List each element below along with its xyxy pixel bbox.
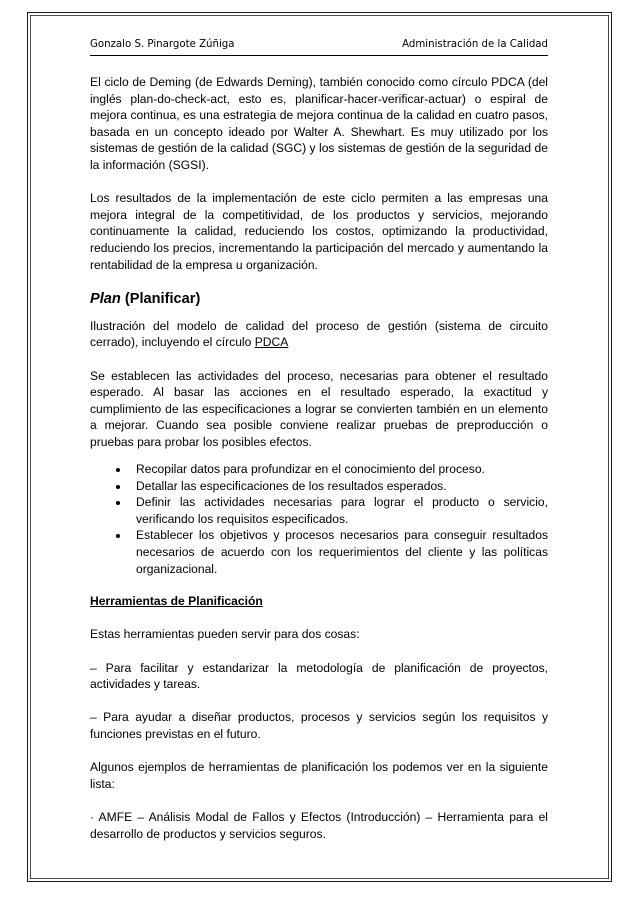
- pdca-link[interactable]: PDCA: [254, 335, 289, 350]
- list-item: • Establecer los objetivos y procesos necesarios para conseguir resultados necesarios de acuerdo con los requerimientos del cliente y las políticas organizacional.: [130, 527, 548, 577]
- tools-paragraph-4: Algunos ejemplos de herramientas de planificación los podemos ver en la siguiente lista:: [90, 760, 548, 791]
- tools-paragraph-2: – Para facilitar y estandarizar la metodología de planificación de proyectos, actividades y tareas.: [90, 660, 548, 692]
- header-author: Gonzalo S. Pinargote Zúñiga: [90, 39, 235, 50]
- tools-paragraph-1: Estas herramientas pueden servir para dos cosas:: [90, 627, 360, 642]
- plan-illustration-caption: [90, 318, 548, 351]
- header-course: Administración de la Calidad: [402, 39, 548, 50]
- tools-paragraph-5: · AMFE – Análisis Modal de Fallos y Efectos (Introducción) – Herramienta para el desarrollo de productos y servicios seguros.: [90, 809, 548, 841]
- plan-heading-rest: (Planificar): [120, 290, 201, 307]
- tools-paragraph-3: – Para ayudar a diseñar productos, procesos y servicios según los requisitos y funciones previstas en el futuro.: [90, 710, 548, 741]
- plan-body-paragraph: Se establecen las actividades del proceso, necesarias para obtener el resultado esperado. Al basar las acciones en el resultado esperado, la exactitud y cumplimiento de las especificaciones a lograr se convierten también en un elemento a mejorar. Cuando sea posible conviene realizar pruebas de preproducción o pruebas para probar los posibles efectos.: [90, 368, 548, 449]
- document-body: [90, 74, 548, 859]
- list-item: • Detallar las especificaciones de los resultados esperados.: [130, 478, 548, 495]
- tools-heading: [90, 593, 548, 610]
- intro-paragraph-1: El ciclo de Deming (de Edwards Deming), también conocido como círculo PDCA (del inglés plan-do-check-act, esto es, planificar-hacer-verificar-actuar) o espiral de mejora continua, es una estrategia de mejora continua de la calidad en cuatro pasos, basada en un concepto ideado por Walter A. Shewhart. Es muy utilizado por los sistemas de gestión de la calidad (SGC) y los sistemas de gestión de la seguridad de la información (SGSI).: [90, 75, 548, 172]
- list-item: • Definir las actividades necesarias para lograr el producto o servicio, verificando los requisitos especificados.: [130, 494, 548, 527]
- tools-heading-text: Herramientas de Planificación: [90, 594, 263, 609]
- plan-bullet-list: [90, 461, 548, 577]
- intro-paragraph-2: Los resultados de la implementación de este ciclo permiten a las empresas una mejora integral de la competitividad, de los productos y servicios, mejorando continuamente la calidad, reduciendo los costos, optimizando la productividad, reduciendo los precios, incrementando la participación del mercado y aumentando la rentabilidad de la empresa u organización.: [90, 191, 548, 272]
- list-item: • Recopilar datos para profundizar en el conocimiento del proceso.: [130, 461, 548, 478]
- plan-heading-word: Plan: [90, 290, 121, 307]
- plan-heading: [90, 290, 548, 308]
- illustration-text: Ilustración del modelo de calidad del proceso de gestión (sistema de circuito cerrado), incluyendo el círculo: [90, 318, 548, 350]
- page-header: [90, 37, 548, 56]
